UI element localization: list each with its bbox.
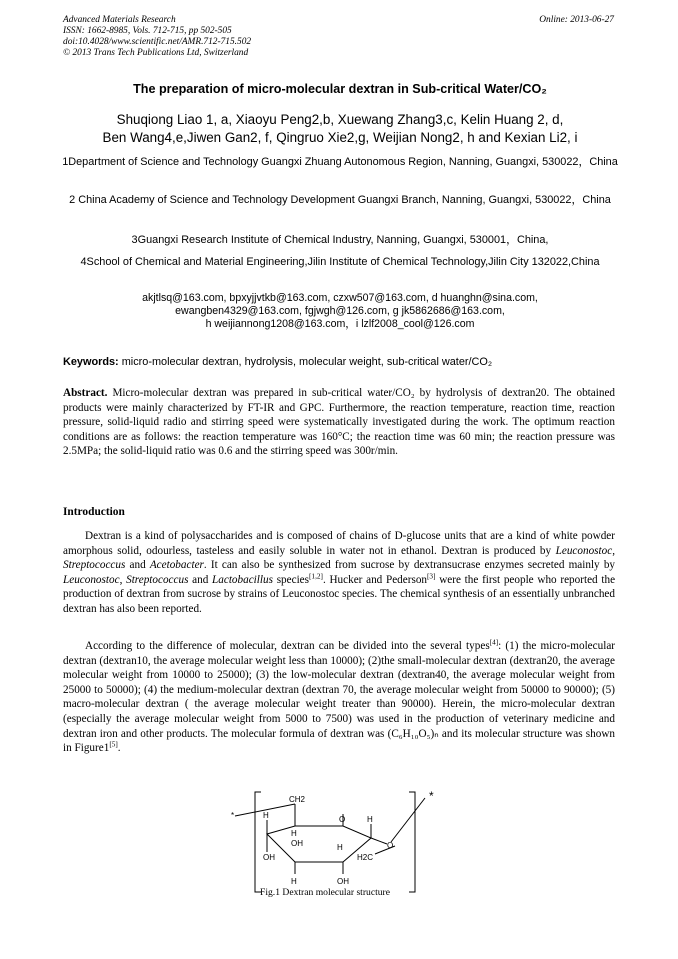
- keywords-label: Keywords:: [63, 356, 119, 368]
- emails-line-3[interactable]: h weijiannong1208@163.com，i lzlf2008_cool@126.com: [205, 318, 475, 331]
- intro-paragraph-2: [63, 639, 615, 756]
- journal-header: [63, 15, 251, 59]
- keywords-text: micro-molecular dextran, hydrolysis, molecular weight, sub-critical water/CO₂: [121, 356, 493, 368]
- emails-line-1[interactable]: akjtlsq@163.com, bpxyjjvtkb@163.com, czxw507@163.com, d huanghn@sina.com,: [142, 292, 538, 304]
- abstract-text: Micro-molecular dextran was prepared in sub-critical water/CO₂ by hydrolysis of dextran20. The obtained products were mainly characterized by FT-IR and GPC. Furthermore, the reaction temperature, reaction time, reaction pressure, solid-liquid radio and stirring speed were systematically investigated during the work. The optimum reaction conditions are as follows: the reaction temperature was 160°C; the reaction time was 60 min; the reaction pressure was 2.5MPa; the solid-liquid ratio was 0.6 and the stirring speed was 300r/min.: [63, 387, 616, 458]
- text-span: : (1) the micro-molecular dextran (dextran10, the average molecular weight less than 10000); (2)the small-molecular dextran (dextran20, the average molecular weight from 10000 to 25000); (3) the low-molecular dextran (dextran40, the average molecular weight from 25000 to 50000); (4) the medium-molecular dextran (dextran 70, the average molecular weight from 50000 to 90000); (5) macro-molecular dextran ( the average molecular weight treater than 90000). Herein, the micro-molecular dextran (especially the average molecular weight from 5000 to 7500) was used in the production of veterinary medicine and dextran iron and other products. The molecular formula of dextran was (C₆H₁₀O₅)ₙ and its molecular structure was shown in Figure1: [63, 640, 616, 755]
- h-label: H: [291, 877, 297, 886]
- text-span: and: [125, 559, 150, 572]
- text-span: species: [272, 573, 310, 586]
- text-span: ,: [119, 573, 127, 586]
- dextran-structure-figure: [225, 784, 455, 904]
- introduction-heading: Introduction: [63, 506, 125, 518]
- abstract: [63, 386, 615, 459]
- left-bracket: [255, 792, 261, 892]
- text-span: According to the difference of molecular, dextran can be divided into the several types: [85, 640, 490, 652]
- doi-line: doi:10.4028/www.scientific.net/AMR.712-715.502: [63, 37, 252, 47]
- ch2-label: CH2: [289, 795, 306, 804]
- h-label: H: [263, 811, 269, 820]
- right-link-bond: [391, 798, 425, 842]
- affiliation-4: 4School of Chemical and Material Engineering,Jilin Institute of Chemical Technology,Jilin City 132022,China: [80, 256, 600, 268]
- genus-name: Leuconostoc: [555, 544, 613, 557]
- ring-oxygen-label: O: [339, 815, 346, 824]
- polymer-star-right: *: [429, 789, 434, 803]
- citation-ref[interactable]: [1,2]: [309, 572, 323, 581]
- oh-label: OH: [337, 877, 349, 886]
- genus-name: Lactobacillus: [212, 573, 273, 586]
- text-span: and: [188, 573, 213, 586]
- text-span: Dextran is a kind of polysaccharides and is composed of chains of D-glucose units that are a kind of white powder amorphous solid, odourless, tasteless and easily soluble in water not in ethanol. Dextran is produced by: [63, 530, 615, 557]
- genus-name: Streptococcus: [126, 573, 189, 586]
- copyright-line: © 2013 Trans Tech Publications Ltd, Switzerland: [63, 48, 249, 58]
- text-span: . Hucker and Pederson: [322, 573, 428, 586]
- emails-line-2[interactable]: ewangben4329@163.com, fgjwgh@126.com, g jk5862686@163.com,: [175, 305, 505, 318]
- genus-name: Acetobacter: [149, 559, 204, 572]
- abstract-label: Abstract.: [63, 387, 108, 399]
- text-span: . It can also be synthesized from sucrose by dextransucrase enzymes secreted mainly by: [203, 559, 616, 572]
- text-span: were the first people who reported the production of dextran from sucrose by strains of Leuconostoc species. The chemical synthesis of an essentially unbranched dextran has also been reported.: [63, 573, 616, 615]
- affiliation-1: 1Department of Science and Technology Guangxi Zhuang Autonomous Region, Nanning, Guangxi, 530022，China: [62, 156, 618, 168]
- link-oxygen-label: O: [387, 841, 394, 850]
- citation-ref[interactable]: [4]: [489, 638, 499, 647]
- polymer-star-left: *: [231, 811, 235, 820]
- text-span: .: [117, 742, 121, 755]
- h-label: H: [367, 815, 373, 824]
- glucose-ring: [267, 826, 374, 862]
- authors-line-2: Ben Wang4,e,Jiwen Gan2, f, Qingruo Xie2,g, Weijian Nong2, h and Kexian Li2, i: [102, 130, 578, 145]
- citation-ref[interactable]: [3]: [427, 572, 436, 581]
- genus-name: Leuconostoc: [63, 573, 120, 586]
- citation-ref[interactable]: [5]: [109, 740, 118, 749]
- text-span: ,: [612, 544, 615, 557]
- affiliation-3: 3Guangxi Research Institute of Chemical Industry, Nanning, Guangxi, 530001，China,: [131, 234, 549, 246]
- genus-name: Streptococcus: [63, 559, 126, 572]
- journal-name: Advanced Materials Research: [63, 15, 176, 25]
- figure-caption: Fig.1 Dextran molecular structure: [260, 887, 391, 898]
- affiliation-2: 2 China Academy of Science and Technology Development Guangxi Branch, Nanning, Guangxi, 530022，China: [69, 194, 611, 206]
- right-bracket: [409, 792, 415, 892]
- h-label: H: [337, 843, 343, 852]
- author-emails: [60, 292, 620, 332]
- keywords: [63, 356, 618, 368]
- oh-label: OH: [291, 839, 303, 848]
- online-date: Online: 2013-06-27: [539, 15, 614, 25]
- h2c-label: H2C: [357, 853, 374, 862]
- authors-line-1: Shuqiong Liao 1, a, Xiaoyu Peng2,b, Xuewang Zhang3,c, Kelin Huang 2, d,: [116, 112, 564, 127]
- oh-label: OH: [263, 853, 275, 862]
- author-list: [40, 111, 640, 147]
- paper-title: The preparation of micro-molecular dextran in Sub-critical Water/CO₂: [133, 82, 547, 96]
- h-label: H: [291, 829, 297, 838]
- intro-paragraph-1: [63, 529, 615, 617]
- issn-line: ISSN: 1662-8985, Vols. 712-715, pp 502-505: [63, 26, 232, 36]
